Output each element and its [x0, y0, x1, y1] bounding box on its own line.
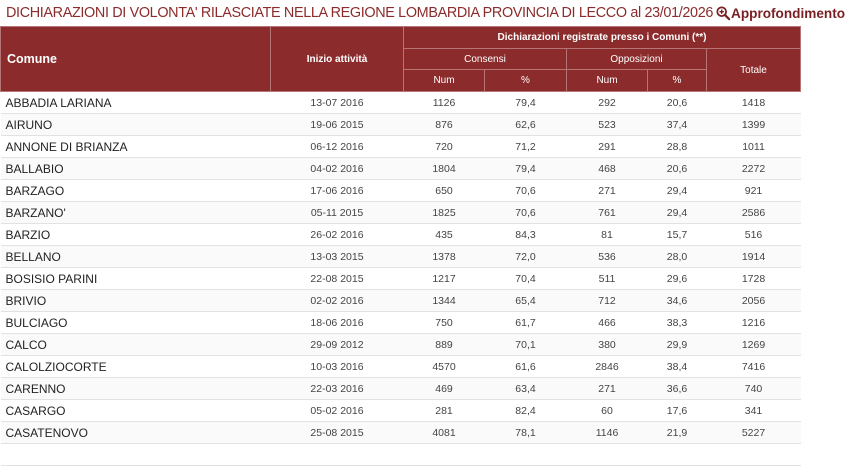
totale-cell: 1914	[707, 246, 801, 268]
opposizioni-num-cell: 380	[567, 334, 648, 356]
header-dichiarazioni: Dichiarazioni registrate presso i Comuni (**)	[404, 27, 801, 49]
table-row	[1, 334, 801, 356]
comune-cell: ANNONE DI BRIANZA	[1, 136, 271, 158]
opposizioni-num-cell: 511	[567, 268, 648, 290]
comune-cell: BARZANO'	[1, 202, 271, 224]
consensi-num-cell: 650	[404, 180, 485, 202]
opposizioni-pct-cell: 20,6	[648, 92, 707, 114]
consensi-pct-cell	[485, 444, 567, 466]
comune-cell: CALOLZIOCORTE	[1, 356, 271, 378]
inizio-attivita-cell: 05-11 2015	[271, 202, 404, 224]
totale-cell: 5227	[707, 422, 801, 444]
opposizioni-num-cell: 2846	[567, 356, 648, 378]
dichiarazioni-table	[0, 26, 801, 466]
opposizioni-pct-cell: 29,6	[648, 268, 707, 290]
table-row	[1, 224, 801, 246]
comune-cell: AIRUNO	[1, 114, 271, 136]
table-row	[1, 180, 801, 202]
consensi-pct-cell: 62,6	[485, 114, 567, 136]
opposizioni-num-cell: 536	[567, 246, 648, 268]
opposizioni-pct-cell: 36,6	[648, 378, 707, 400]
opposizioni-pct-cell: 29,9	[648, 334, 707, 356]
consensi-num-cell: 750	[404, 312, 485, 334]
opposizioni-pct-cell: 38,3	[648, 312, 707, 334]
consensi-pct-cell: 63,4	[485, 378, 567, 400]
consensi-num-cell: 435	[404, 224, 485, 246]
table-row	[1, 268, 801, 290]
comune-cell: CARENNO	[1, 378, 271, 400]
opposizioni-pct-cell: 15,7	[648, 224, 707, 246]
table-row	[1, 378, 801, 400]
inizio-attivita-cell: 02-02 2016	[271, 290, 404, 312]
comune-cell: BALLABIO	[1, 158, 271, 180]
comune-cell: BARZAGO	[1, 180, 271, 202]
consensi-num-cell: 1126	[404, 92, 485, 114]
inizio-attivita-cell: 29-09 2012	[271, 334, 404, 356]
table-row	[1, 290, 801, 312]
totale-cell: 2056	[707, 290, 801, 312]
opposizioni-pct-cell: 34,6	[648, 290, 707, 312]
consensi-num-cell: 4081	[404, 422, 485, 444]
table-row	[1, 202, 801, 224]
inizio-attivita-cell: 13-07 2016	[271, 92, 404, 114]
header-consensi: Consensi	[404, 49, 567, 70]
opposizioni-pct-cell: 21,9	[648, 422, 707, 444]
inizio-attivita-cell: 10-03 2016	[271, 356, 404, 378]
consensi-num-cell: 1825	[404, 202, 485, 224]
opposizioni-pct-cell: 37,4	[648, 114, 707, 136]
opposizioni-pct-cell: 29,4	[648, 202, 707, 224]
consensi-pct-cell: 82,4	[485, 400, 567, 422]
totale-cell: 921	[707, 180, 801, 202]
inizio-attivita-cell	[271, 444, 404, 466]
table-row	[1, 422, 801, 444]
comune-cell: CALCO	[1, 334, 271, 356]
consensi-pct-cell: 70,6	[485, 180, 567, 202]
totale-cell: 1269	[707, 334, 801, 356]
header-inizio-attivita: Inizio attività	[271, 27, 404, 92]
opposizioni-num-cell: 466	[567, 312, 648, 334]
comune-cell	[1, 444, 271, 466]
approfondimento-link[interactable]	[716, 6, 845, 21]
inizio-attivita-cell: 05-02 2016	[271, 400, 404, 422]
comune-cell: BARZIO	[1, 224, 271, 246]
inizio-attivita-cell: 25-08 2015	[271, 422, 404, 444]
consensi-num-cell: 1344	[404, 290, 485, 312]
header-totale: Totale	[707, 49, 801, 92]
consensi-num-cell: 1217	[404, 268, 485, 290]
table-row	[1, 400, 801, 422]
opposizioni-num-cell: 712	[567, 290, 648, 312]
header-opposizioni-num: Num	[567, 70, 648, 92]
consensi-pct-cell: 71,2	[485, 136, 567, 158]
opposizioni-num-cell: 81	[567, 224, 648, 246]
opposizioni-num-cell: 271	[567, 378, 648, 400]
table-row	[1, 356, 801, 378]
opposizioni-pct-cell: 28,0	[648, 246, 707, 268]
inizio-attivita-cell: 22-03 2016	[271, 378, 404, 400]
magnifier-plus-icon	[716, 6, 730, 20]
consensi-pct-cell: 79,4	[485, 158, 567, 180]
page-header	[0, 0, 845, 26]
comune-cell: BELLANO	[1, 246, 271, 268]
table-row	[1, 246, 801, 268]
consensi-num-cell	[404, 444, 485, 466]
opposizioni-num-cell: 468	[567, 158, 648, 180]
totale-cell: 1418	[707, 92, 801, 114]
consensi-pct-cell: 78,1	[485, 422, 567, 444]
totale-cell: 7416	[707, 356, 801, 378]
consensi-num-cell: 876	[404, 114, 485, 136]
consensi-pct-cell: 65,4	[485, 290, 567, 312]
inizio-attivita-cell: 22-08 2015	[271, 268, 404, 290]
consensi-pct-cell: 79,4	[485, 92, 567, 114]
inizio-attivita-cell: 13-03 2015	[271, 246, 404, 268]
table-row	[1, 444, 801, 466]
totale-cell: 1011	[707, 136, 801, 158]
totale-cell: 516	[707, 224, 801, 246]
consensi-pct-cell: 61,6	[485, 356, 567, 378]
approfondimento-label: Approfondimento	[731, 5, 845, 21]
table-row	[1, 158, 801, 180]
header-consensi-pct: %	[485, 70, 567, 92]
table-row	[1, 114, 801, 136]
table-row	[1, 136, 801, 158]
comune-cell: BULCIAGO	[1, 312, 271, 334]
inizio-attivita-cell: 04-02 2016	[271, 158, 404, 180]
comune-cell: BRIVIO	[1, 290, 271, 312]
opposizioni-pct-cell: 17,6	[648, 400, 707, 422]
opposizioni-pct-cell: 28,8	[648, 136, 707, 158]
comune-cell: BOSISIO PARINI	[1, 268, 271, 290]
opposizioni-num-cell: 523	[567, 114, 648, 136]
consensi-num-cell: 889	[404, 334, 485, 356]
inizio-attivita-cell: 26-02 2016	[271, 224, 404, 246]
totale-cell: 1399	[707, 114, 801, 136]
totale-cell: 1216	[707, 312, 801, 334]
totale-cell: 341	[707, 400, 801, 422]
header-opposizioni-pct: %	[648, 70, 707, 92]
consensi-num-cell: 1378	[404, 246, 485, 268]
opposizioni-pct-cell: 29,4	[648, 180, 707, 202]
consensi-pct-cell: 72,0	[485, 246, 567, 268]
opposizioni-num-cell	[567, 444, 648, 466]
comune-cell: CASARGO	[1, 400, 271, 422]
comune-cell: ABBADIA LARIANA	[1, 92, 271, 114]
header-opposizioni: Opposizioni	[567, 49, 707, 70]
inizio-attivita-cell: 06-12 2016	[271, 136, 404, 158]
opposizioni-pct-cell: 20,6	[648, 158, 707, 180]
opposizioni-pct-cell	[648, 444, 707, 466]
consensi-num-cell: 4570	[404, 356, 485, 378]
opposizioni-pct-cell: 38,4	[648, 356, 707, 378]
totale-cell: 2272	[707, 158, 801, 180]
header-consensi-num: Num	[404, 70, 485, 92]
totale-cell	[707, 444, 801, 466]
consensi-pct-cell: 70,1	[485, 334, 567, 356]
header-comune: Comune	[1, 27, 271, 92]
opposizioni-num-cell: 761	[567, 202, 648, 224]
consensi-num-cell: 1804	[404, 158, 485, 180]
consensi-pct-cell: 61,7	[485, 312, 567, 334]
consensi-pct-cell: 84,3	[485, 224, 567, 246]
totale-cell: 740	[707, 378, 801, 400]
consensi-pct-cell: 70,4	[485, 268, 567, 290]
totale-cell: 2586	[707, 202, 801, 224]
consensi-pct-cell: 70,6	[485, 202, 567, 224]
opposizioni-num-cell: 291	[567, 136, 648, 158]
consensi-num-cell: 469	[404, 378, 485, 400]
inizio-attivita-cell: 18-06 2016	[271, 312, 404, 334]
totale-cell: 1728	[707, 268, 801, 290]
consensi-num-cell: 720	[404, 136, 485, 158]
opposizioni-num-cell: 292	[567, 92, 648, 114]
table-row	[1, 312, 801, 334]
comune-cell: CASATENOVO	[1, 422, 271, 444]
page-title: DICHIARAZIONI DI VOLONTA' RILASCIATE NELLA REGIONE LOMBARDIA PROVINCIA DI LECCO al 23/01/2026	[6, 5, 714, 21]
inizio-attivita-cell: 19-06 2015	[271, 114, 404, 136]
opposizioni-num-cell: 271	[567, 180, 648, 202]
table-row	[1, 92, 801, 114]
consensi-num-cell: 281	[404, 400, 485, 422]
inizio-attivita-cell: 17-06 2016	[271, 180, 404, 202]
opposizioni-num-cell: 1146	[567, 422, 648, 444]
opposizioni-num-cell: 60	[567, 400, 648, 422]
